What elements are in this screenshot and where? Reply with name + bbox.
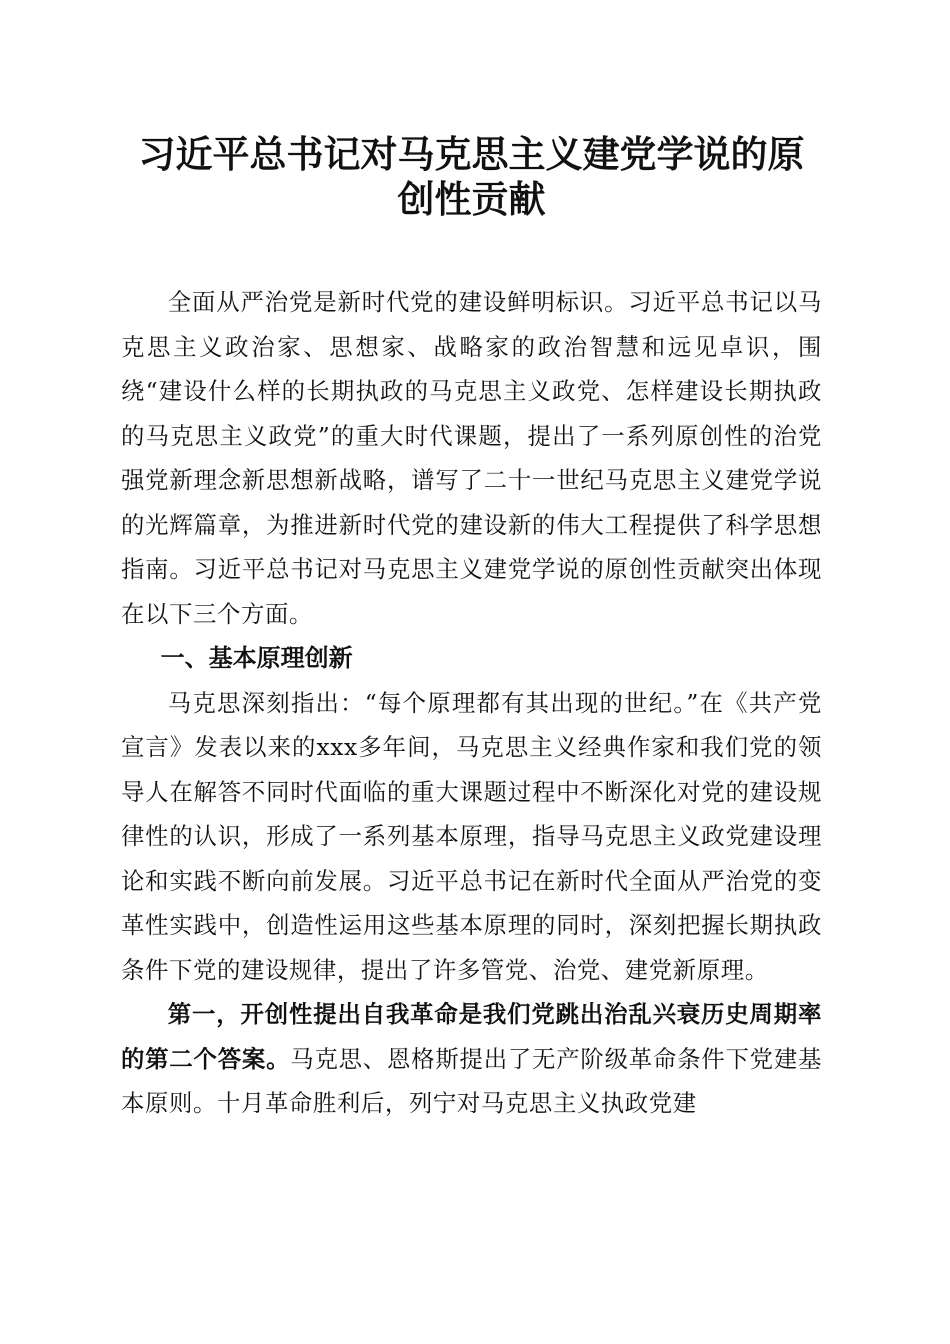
point-body-text: 马克思、恩格斯提出了无产阶级革命条件下党建基本原则。十月革命胜利后，列宁对马克思主义执政党建 bbox=[121, 1044, 823, 1117]
point-paragraph bbox=[121, 992, 822, 1126]
section-heading: 一、基本原理创新 bbox=[160, 644, 353, 672]
point-lead-text: 第一，开创性提出自我革命是我们党跳出治乱兴衰历史周期率的第二个答案。 bbox=[121, 1000, 822, 1073]
section-paragraph: 马克思深刻指出：“每个原理都有其出现的世纪。”在《共产党宣言》发表以来的xxx多年间，马克思主义经典作家和我们党的领导人在解答不同时代面临的重大课题过程中不断深化对党的建设规律性的认识，形成了一系列基本原理，指导马克思主义政党建设理论和实践不断向前发展。习近平总书记在新时代全面从严治党的变革性实践中，创造性运用这些基本原理的同时，深刻把握长期执政条件下党的建设规律，提出了许多管党、治党、建党新原理。 bbox=[121, 688, 822, 984]
page-title: 习近平总书记对马克思主义建党学说的原创性贡献 bbox=[138, 132, 805, 221]
document-body bbox=[121, 280, 822, 1126]
intro-paragraph: 全面从严治党是新时代党的建设鲜明标识。习近平总书记以马克思主义政治家、思想家、战略家的政治智慧和远见卓识，围绕“建设什么样的长期执政的马克思主义政党、怎样建设长期执政的马克思主义政党”的重大时代课题，提出了一系列原创性的治党强党新理念新思想新战略，谱写了二十一世纪马克思主义建党学说的光辉篇章，为推进新时代党的建设新的伟大工程提供了科学思想指南。习近平总书记对马克思主义建党学说的原创性贡献突出体现在以下三个方面。 bbox=[121, 288, 822, 628]
